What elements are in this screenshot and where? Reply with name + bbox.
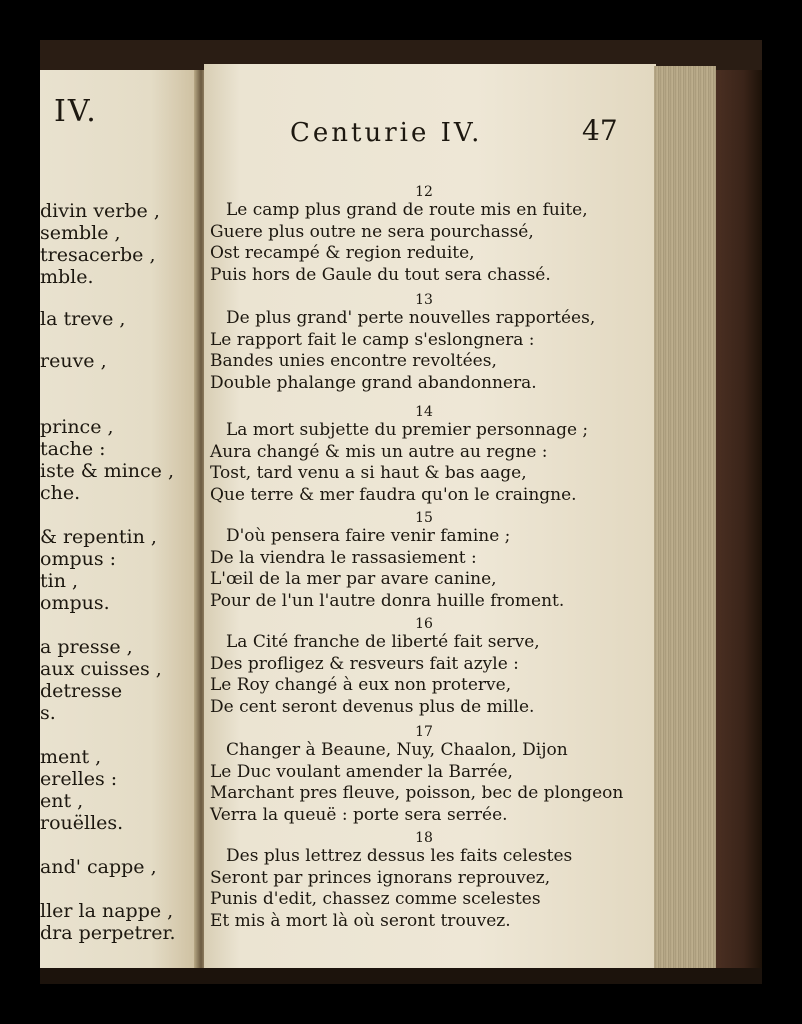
- left-page-line: tin ,: [40, 570, 79, 592]
- verse-line: De plus grand' perte nouvelles rapportées,: [226, 308, 596, 328]
- verse-line: Pour de l'un l'autre donra huille froment.: [210, 590, 565, 611]
- verse-line: Ost recampé & region reduite,: [210, 243, 475, 263]
- verse-line: De cent seront devenus plus de mille.: [210, 696, 535, 717]
- verse-line: Marchant pres fleuve, poisson, bec de plongeon: [210, 783, 624, 803]
- verse-line: Puis hors de Gaule du tout sera chassé.: [210, 264, 551, 285]
- left-page-line: ller la nappe ,: [40, 900, 174, 922]
- verse-line: Double phalange grand abandonnera.: [210, 372, 537, 393]
- book-cover-edge: [716, 70, 762, 980]
- quatrain-number: 16: [415, 616, 433, 632]
- left-page-line: reuve ,: [40, 350, 107, 372]
- verse-line: La mort subjette du premier personnage ;: [226, 420, 589, 440]
- left-page-line: ompus :: [40, 548, 117, 570]
- verse-line: D'où pensera faire venir famine ;: [226, 526, 511, 546]
- left-page-line: erelles :: [40, 768, 118, 790]
- verse-line: Verra la queuë : porte sera serrée.: [210, 804, 508, 825]
- verse-line: Le Duc voulant amender la Barrée,: [210, 761, 513, 782]
- left-page: [40, 70, 198, 970]
- left-page-header: IV.: [54, 94, 98, 129]
- quatrain-number: 15: [415, 510, 433, 526]
- right-page: [204, 64, 656, 974]
- left-page-line: rouëlles.: [40, 812, 124, 834]
- page-number: 47: [582, 114, 618, 147]
- verse-line: Le Roy changé à eux non proterve,: [210, 675, 512, 695]
- quatrain-number: 13: [415, 292, 433, 308]
- book-photo: [40, 40, 762, 984]
- verse-line: Et mis à mort là où seront trouvez.: [210, 910, 511, 931]
- bottom-shadow: [40, 968, 762, 984]
- left-page-line: la treve ,: [40, 308, 126, 330]
- left-page-line: a presse ,: [40, 636, 133, 658]
- left-page-line: iste & mince ,: [40, 460, 174, 482]
- page-edges: [654, 66, 716, 976]
- left-page-line: & repentin ,: [40, 526, 157, 548]
- quatrain-number: 12: [415, 184, 433, 200]
- verse-line: Des plus lettrez dessus les faits celestes: [226, 846, 573, 866]
- verse-line: L'œil de la mer par avare canine,: [210, 569, 497, 589]
- verse-line: Changer à Beaune, Nuy, Chaalon, Dijon: [226, 740, 568, 760]
- quatrain-number: 18: [415, 830, 433, 846]
- left-page-line: dra perpetrer.: [40, 922, 176, 944]
- left-page-line: ent ,: [40, 790, 84, 812]
- left-page-line: and' cappe ,: [40, 856, 157, 878]
- left-page-line: prince ,: [40, 416, 114, 438]
- left-page-line: tresacerbe ,: [40, 244, 156, 266]
- verse-line: De la viendra le rassasiement :: [210, 547, 477, 568]
- verse-line: La Cité franche de liberté fait serve,: [226, 632, 540, 652]
- page-title: Centurie IV.: [290, 118, 483, 148]
- left-page-line: aux cuisses ,: [40, 658, 162, 680]
- left-page-line: divin verbe ,: [40, 200, 160, 222]
- verse-line: Que terre & mer faudra qu'on le craingne.: [210, 484, 577, 505]
- left-page-line: tache :: [40, 438, 106, 460]
- left-page-line: s.: [40, 702, 56, 724]
- left-page-line: che.: [40, 482, 81, 504]
- verse-line: Le camp plus grand de route mis en fuite,: [226, 200, 588, 220]
- left-page-line: ompus.: [40, 592, 110, 614]
- verse-line: Aura changé & mis un autre au regne :: [210, 441, 548, 462]
- verse-line: Bandes unies encontre revoltées,: [210, 351, 497, 371]
- verse-line: Guere plus outre ne sera pourchassé,: [210, 221, 534, 242]
- quatrain-number: 17: [415, 724, 433, 740]
- left-page-line: ment ,: [40, 746, 102, 768]
- verse-line: Le rapport fait le camp s'eslongnera :: [210, 329, 535, 350]
- verse-line: Seront par princes ignorans reprouvez,: [210, 867, 551, 888]
- quatrain-number: 14: [415, 404, 433, 420]
- verse-line: Des profligez & resveurs fait azyle :: [210, 653, 519, 674]
- left-page-line: semble ,: [40, 222, 121, 244]
- verse-line: Punis d'edit, chassez comme scelestes: [210, 889, 541, 909]
- left-page-line: mble.: [40, 266, 94, 288]
- left-page-line: detresse: [40, 680, 123, 702]
- verse-line: Tost, tard venu a si haut & bas aage,: [210, 463, 527, 483]
